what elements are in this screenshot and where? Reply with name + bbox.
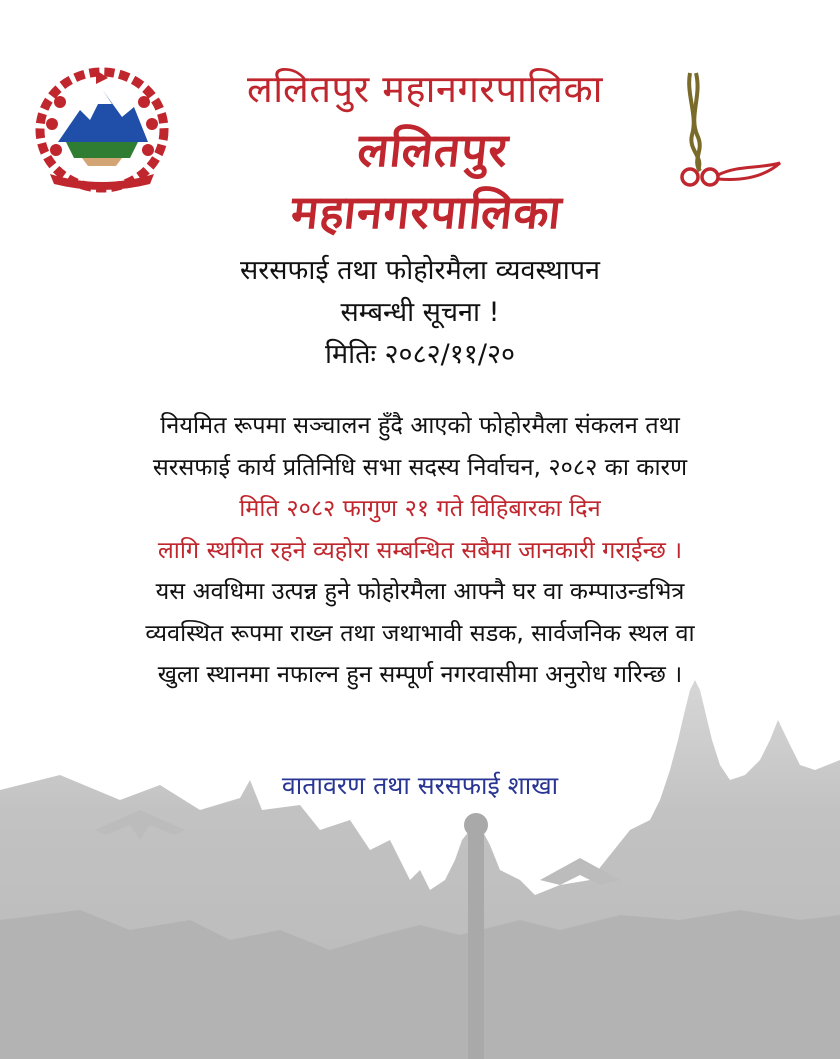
- subject-line-2: सम्बन्धी सूचना !: [340, 297, 500, 328]
- patan-durbar-skyline-icon: [0, 680, 840, 1059]
- notice-date: मितिः २०८२/११/२०: [324, 339, 516, 370]
- body-line-3-highlight: मिति २०८२ फागुण २१ गते विहिबारका दिन: [239, 494, 601, 522]
- notice-subject: [120, 250, 720, 376]
- body-line-4-highlight: लागि स्थगित रहने व्यहोरा सम्बन्धित सबैमा जानकारी गराईन्छ ।: [157, 535, 683, 564]
- notice-body: [40, 405, 800, 696]
- department-signature: वातावरण तथा सरसफाई शाखा: [281, 771, 559, 800]
- body-line-6: व्यवस्थित रूपमा राख्न तथा जथाभावी सडक, सार्वजनिक स्थल वा: [145, 618, 695, 647]
- municipality-title: ललितपुर महानगरपालिका: [246, 67, 604, 111]
- municipality-title-script: ललितपुर महानगरपालिका: [288, 123, 565, 239]
- body-line-2: सरसफाई कार्य प्रतिनिधि सभा सदस्य निर्वाचन, २०८२ का कारण: [152, 452, 688, 481]
- body-line-7: खुला स्थानमा नफाल्न हुन सम्पूर्ण नगरवासीमा अनुरोध गरिन्छ ।: [157, 660, 683, 688]
- scissors-logo-icon: [668, 65, 788, 195]
- body-line-5: यस अवधिमा उत्पन्न हुने फोहोरमैला आफ्नै घर वा कम्पाउन्डभित्र: [155, 577, 685, 605]
- subject-line-1: सरसफाई तथा फोहोरमैला व्यवस्थापन: [239, 255, 601, 286]
- nepal-emblem-icon: [30, 62, 175, 197]
- letterhead: [0, 0, 840, 239]
- body-line-1: नियमित रूपमा सञ्चालन हुँदै आएको फोहोरमैला संकलन तथा: [160, 411, 680, 439]
